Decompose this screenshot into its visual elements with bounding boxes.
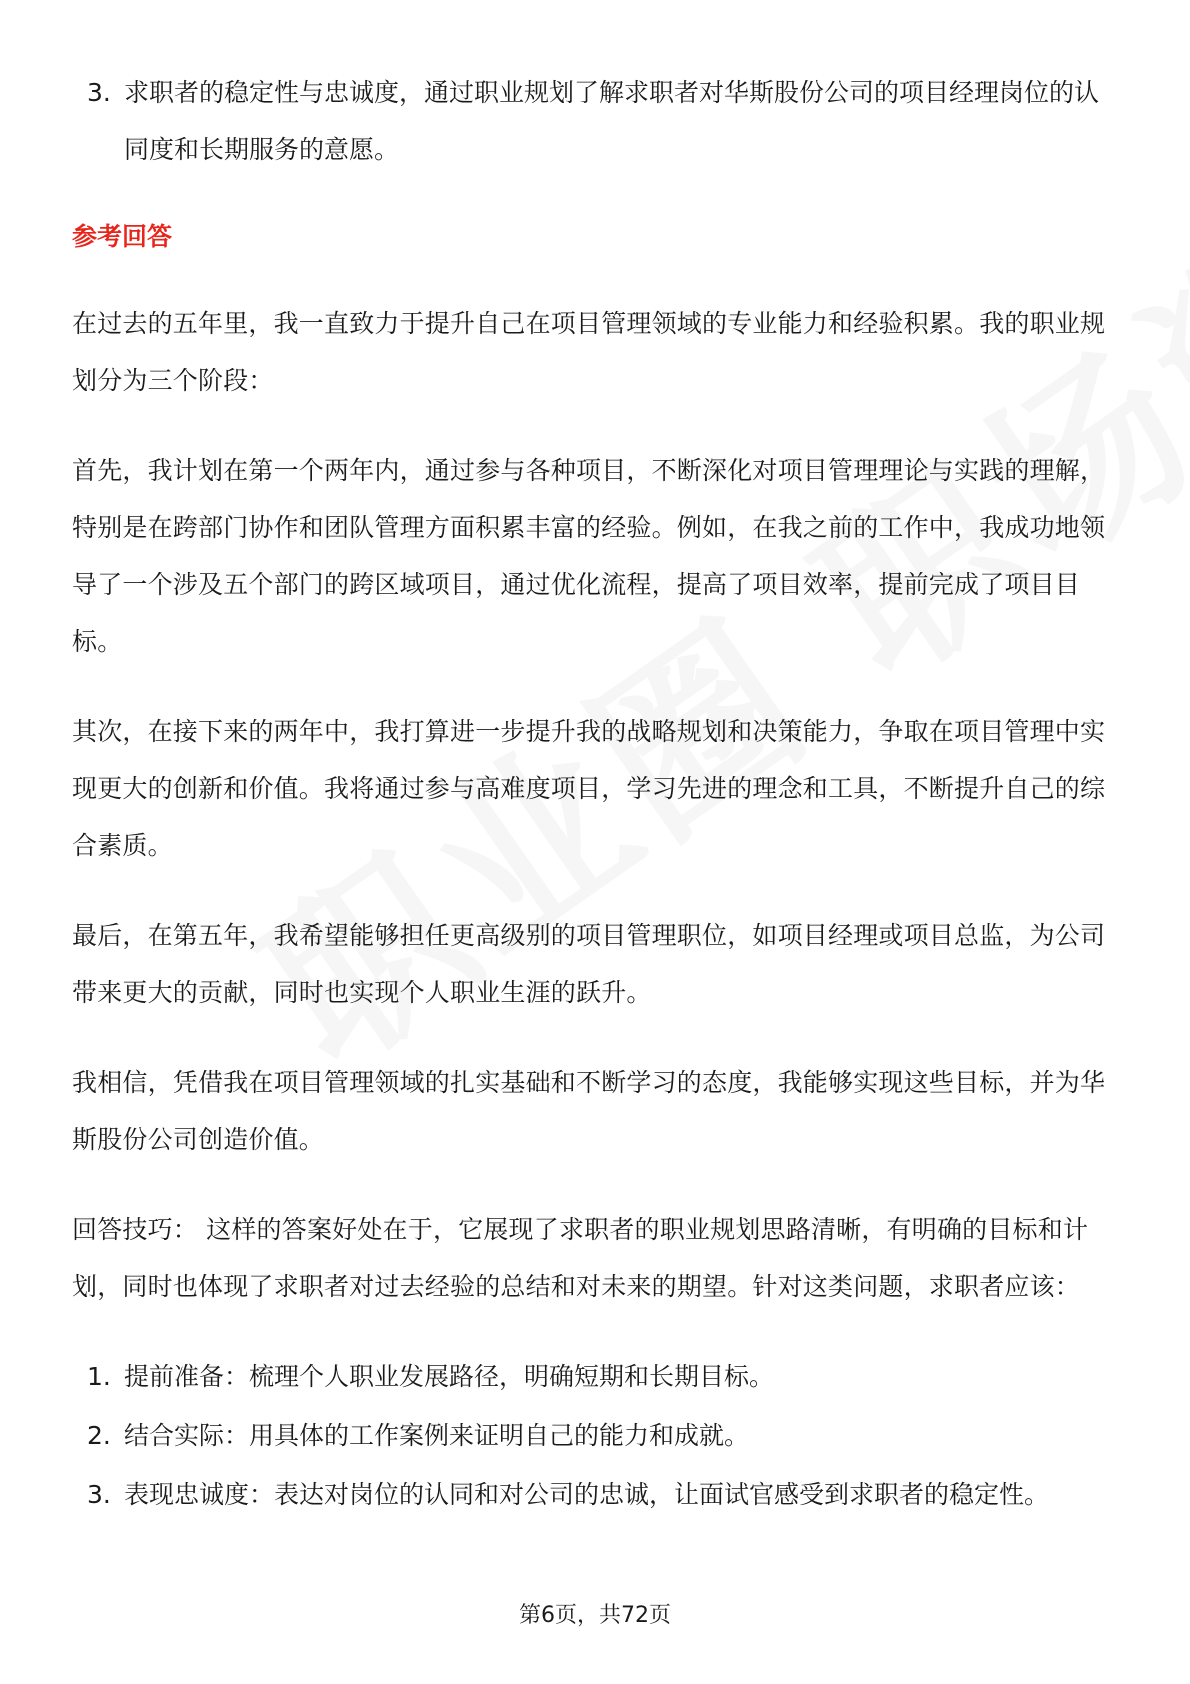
list-item [72,1407,1118,1464]
paragraph: 最后，在第五年，我希望能够担任更高级别的项目管理职位，如项目经理或项目总监，为公司带来更大的贡献，同时也实现个人职业生涯的跃升。 [72,921,1106,1007]
list-item-number: 1. [87,1362,111,1391]
list-item-number: 2. [87,1421,111,1450]
paragraph: 首先，我计划在第一个两年内，通过参与各种项目，不断深化对项目管理理论与实践的理解，特别是在跨部门协作和团队管理方面积累丰富的经验。例如，在我之前的工作中，我成功地领导了一个涉及五个部门的跨区域项目，通过优化流程，提高了项目效率，提前完成了项目目标。 [72,456,1106,656]
list-item-text: 求职者的稳定性与忠诚度，通过职业规划了解求职者对华斯股份公司的项目经理岗位的认同度和长期服务的意愿。 [124,78,1100,164]
paragraph: 我相信，凭借我在项目管理领域的扎实基础和不断学习的态度，我能够实现这些目标，并为华斯股份公司创造价值。 [72,1068,1106,1154]
paragraph: 其次，在接下来的两年中，我打算进一步提升我的战略规划和决策能力，争取在项目管理中实现更大的创新和价值。我将通过参与高难度项目，学习先进的理念和工具，不断提升自己的综合素质。 [72,717,1106,860]
page-footer: 第6页，共72页 [519,1603,671,1628]
answer-heading: 参考回答 [72,222,173,251]
list-item-text: 结合实际：用具体的工作案例来证明自己的能力和成就。 [124,1421,750,1450]
list-item-number: 3. [87,1480,111,1509]
list-item [72,1466,1118,1523]
intro-list [72,64,1118,178]
list-item-text: 表现忠诚度：表达对岗位的认同和对公司的忠诚，让面试官感受到求职者的稳定性。 [124,1480,1050,1509]
answer-tips-paragraph: 回答技巧： 这样的答案好处在于，它展现了求职者的职业规划思路清晰，有明确的目标和计划，同时也体现了求职者对过去经验的总结和对未来的期望。针对这类问题，求职者应该： [72,1215,1089,1301]
paragraph: 在过去的五年里，我一直致力于提升自己在项目管理领域的专业能力和经验积累。我的职业规划分为三个阶段： [72,309,1106,395]
tips-list [72,1348,1118,1523]
list-item-text: 提前准备：梳理个人职业发展路径，明确短期和长期目标。 [124,1362,775,1391]
list-item-number: 3. [87,78,111,107]
document-body [72,64,1118,1553]
list-item [72,1348,1118,1405]
list-item [72,64,1118,178]
